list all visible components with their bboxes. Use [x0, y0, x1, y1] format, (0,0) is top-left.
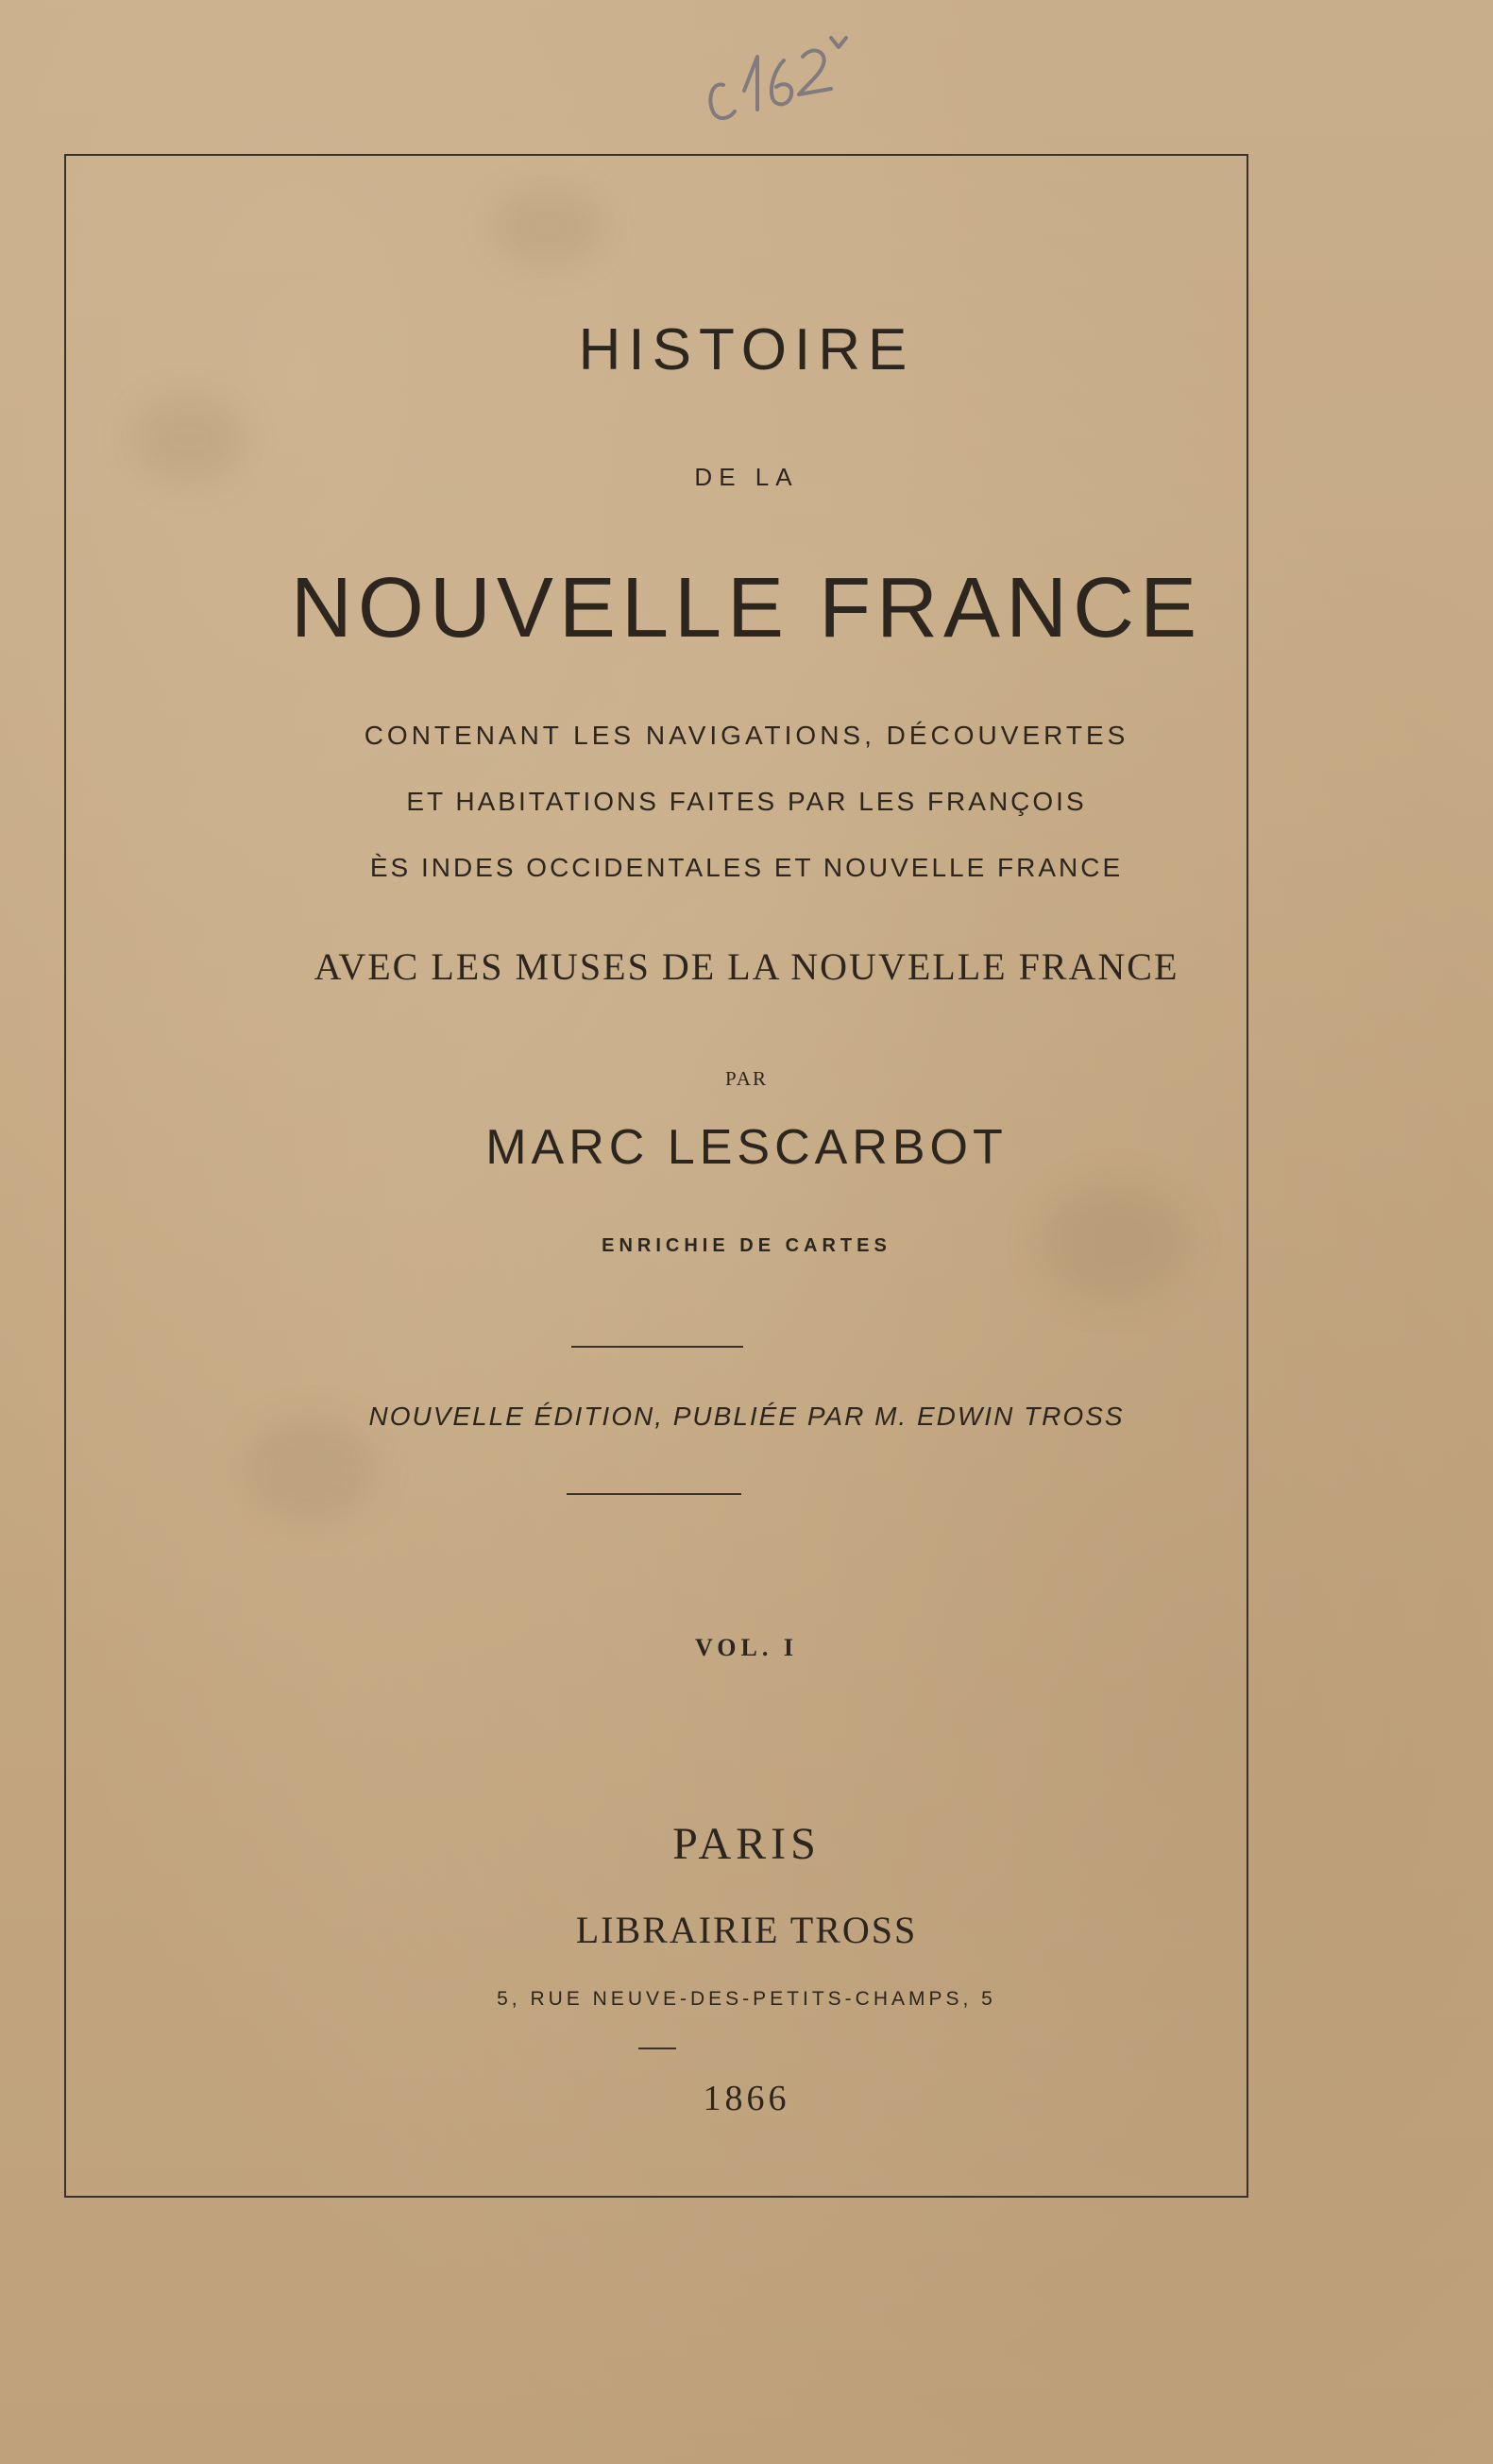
subtitle-line-3: ÈS INDES OCCIDENTALES ET NOUVELLE FRANCE	[369, 853, 1124, 882]
divider-rule	[638, 2048, 676, 2049]
by-label: PAR	[725, 1067, 768, 1090]
publisher-address: 5, RUE NEUVE-DES-PETITS-CHAMPS, 5	[497, 1988, 996, 2010]
handwritten-shelfmark	[689, 19, 878, 132]
publication-year: 1866	[703, 2079, 790, 2118]
author-name: MARC LESCARBOT	[485, 1120, 1008, 1175]
title-de-la: DE LA	[694, 463, 799, 491]
edition-note: NOUVELLE ÉDITION, PUBLIÉE PAR M. EDWIN TROSS	[368, 1402, 1125, 1431]
publisher-name: LIBRAIRIE TROSS	[575, 1909, 918, 1951]
enrichment-note: ENRICHIE DE CARTES	[602, 1235, 891, 1256]
page-border	[64, 154, 1248, 2198]
volume-number: VOL. I	[695, 1634, 798, 1661]
divider-rule	[571, 1346, 743, 1348]
subtitle-line-2: ET HABITATIONS FAITES PAR LES FRANÇOIS	[406, 787, 1087, 816]
divider-rule	[567, 1493, 741, 1495]
subtitle-muses: AVEC LES MUSES DE LA NOUVELLE FRANCE	[314, 945, 1179, 988]
subtitle-line-1: CONTENANT LES NAVIGATIONS, DÉCOUVERTES	[364, 721, 1129, 750]
title-nouvelle-france: NOUVELLE FRANCE	[290, 561, 1203, 655]
title-histoire: HISTOIRE	[578, 317, 915, 382]
publication-city: PARIS	[672, 1819, 821, 1869]
